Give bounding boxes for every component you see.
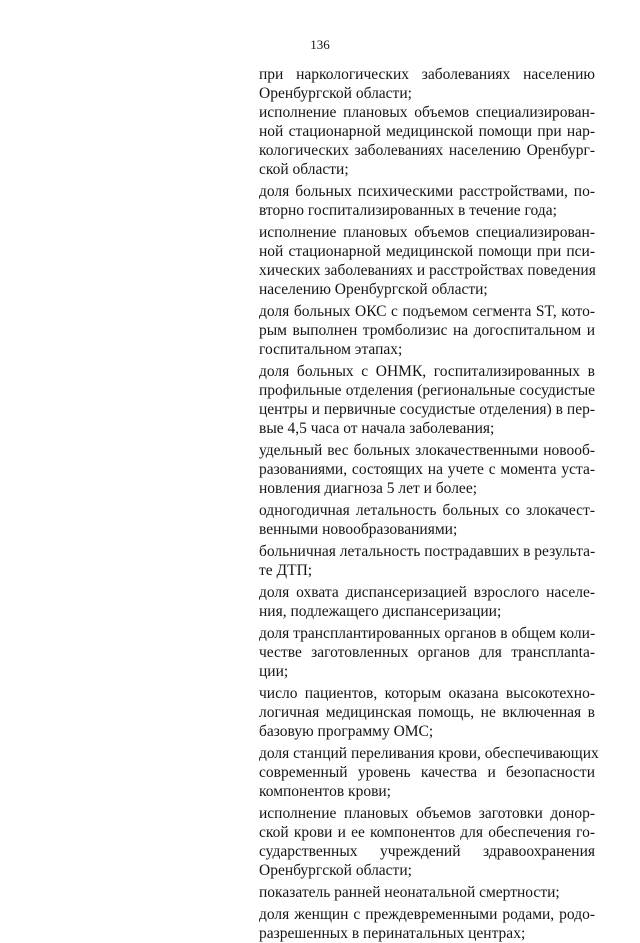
text-line: кологических заболеваниях населению Оренбург-	[259, 142, 595, 159]
text-line: исполнение плановых объемов специализирован-	[259, 224, 595, 241]
text-line: госпитальном этапах;	[259, 341, 403, 358]
text-line: честве заготовленных органов для трансплanta-	[259, 644, 595, 661]
text-line: сударственных учреждений здравоохранения	[259, 843, 595, 860]
list-item-traffic-mortality	[259, 542, 595, 580]
list-item-stroke-hospitalization	[259, 362, 595, 438]
text-line: рым выполнен тромболизис на догоспитальном и	[259, 322, 595, 339]
text-line: удельный вес больных злокачественными новооб-	[259, 442, 595, 459]
text-line: показатель ранней неонатальной смертности;	[259, 884, 560, 901]
list-item-psychiatric-rehospitalization	[259, 182, 595, 220]
text-line: ной стационарной медицинской помощи при пси-	[259, 243, 595, 260]
text-line: центры и первичные сосудистые отделения) в пер-	[259, 401, 595, 418]
text-line: венными новообразованиями;	[259, 521, 458, 538]
text-line: Оренбургской области;	[259, 862, 412, 879]
text-line: больничная летальность пострадавших в результа-	[259, 543, 596, 560]
list-item-cancer-mortality	[259, 501, 595, 539]
text-line: одногодичная летальность больных со злокачест-	[259, 502, 595, 519]
text-line: профильные отделения (региональные сосудистые	[259, 382, 595, 399]
text-line: доля трансплантированных органов в общем коли-	[259, 625, 596, 642]
text-line: доля больных психическими расстройствами, по-	[259, 183, 595, 200]
text-line: вторно госпитализированных в течение года;	[259, 202, 557, 219]
text-line: новления диагноза 5 лет и более;	[259, 480, 477, 497]
text-line: населению Оренбургской области;	[259, 281, 488, 298]
text-line: вые 4,5 часа от начала заболевания;	[259, 420, 495, 437]
text-line: компонентов крови;	[259, 783, 391, 800]
list-item-organ-transplants	[259, 624, 595, 681]
text-line: доля больных ОКС с подъемом сегмента ST, кото-	[259, 303, 595, 320]
text-line: исполнение плановых объемов специализирован-	[259, 104, 595, 121]
text-line: доля станций переливания крови, обеспечивающих	[259, 745, 599, 762]
list-item-blood-stations	[259, 744, 599, 801]
text-line: ции;	[259, 663, 289, 680]
text-line: ной стационарной медицинской помощи при нар-	[259, 123, 595, 140]
list-item-narcology-volume	[259, 103, 595, 179]
list-item-narcology-population	[259, 65, 595, 103]
list-item-donor-blood	[259, 804, 595, 880]
text-line: доля женщин с преждевременными родами, родо-	[259, 906, 595, 923]
list-item-dispensary-coverage	[259, 583, 595, 621]
text-line: те ДТП;	[259, 562, 313, 579]
page-number: 136	[310, 37, 330, 52]
list-item-premature-births	[259, 905, 595, 943]
text-line: хических заболеваниях и расстройствах поведения	[259, 262, 596, 279]
text-line: исполнение плановых объемов заготовки донор-	[259, 805, 595, 822]
text-line: современный уровень качества и безопасности	[259, 764, 595, 781]
list-item-high-tech-care	[259, 684, 595, 741]
text-line: разованиями, состоящих на учете с момента уста-	[259, 461, 595, 478]
list-item-psychiatric-volume	[259, 223, 595, 299]
list-item-acs-thrombolysis	[259, 302, 595, 359]
text-line: ской области;	[259, 161, 349, 178]
text-line: доля охвата диспансеризацией взрослого населе-	[259, 584, 595, 601]
text-line: ской крови и ее компонентов для обеспечения го-	[259, 824, 595, 841]
text-line: число пациентов, которым оказана высокотехно-	[259, 685, 595, 702]
text-line: при наркологических заболеваниях населению	[259, 66, 595, 83]
text-line: базовую программу ОМС;	[259, 723, 434, 740]
text-line: доля больных с ОНМК, госпитализированных в	[259, 363, 595, 380]
list-item-neonatal-mortality	[259, 883, 595, 902]
text-line: Оренбургской области;	[259, 85, 412, 102]
list-item-cancer-registry	[259, 441, 595, 498]
text-line: ния, подлежащего диспансеризации;	[259, 603, 502, 620]
text-line: логичная медицинская помощь, не включенная в	[259, 704, 595, 721]
text-line: разрешенных в перинатальных центрах;	[259, 925, 526, 942]
document-body	[259, 65, 599, 943]
